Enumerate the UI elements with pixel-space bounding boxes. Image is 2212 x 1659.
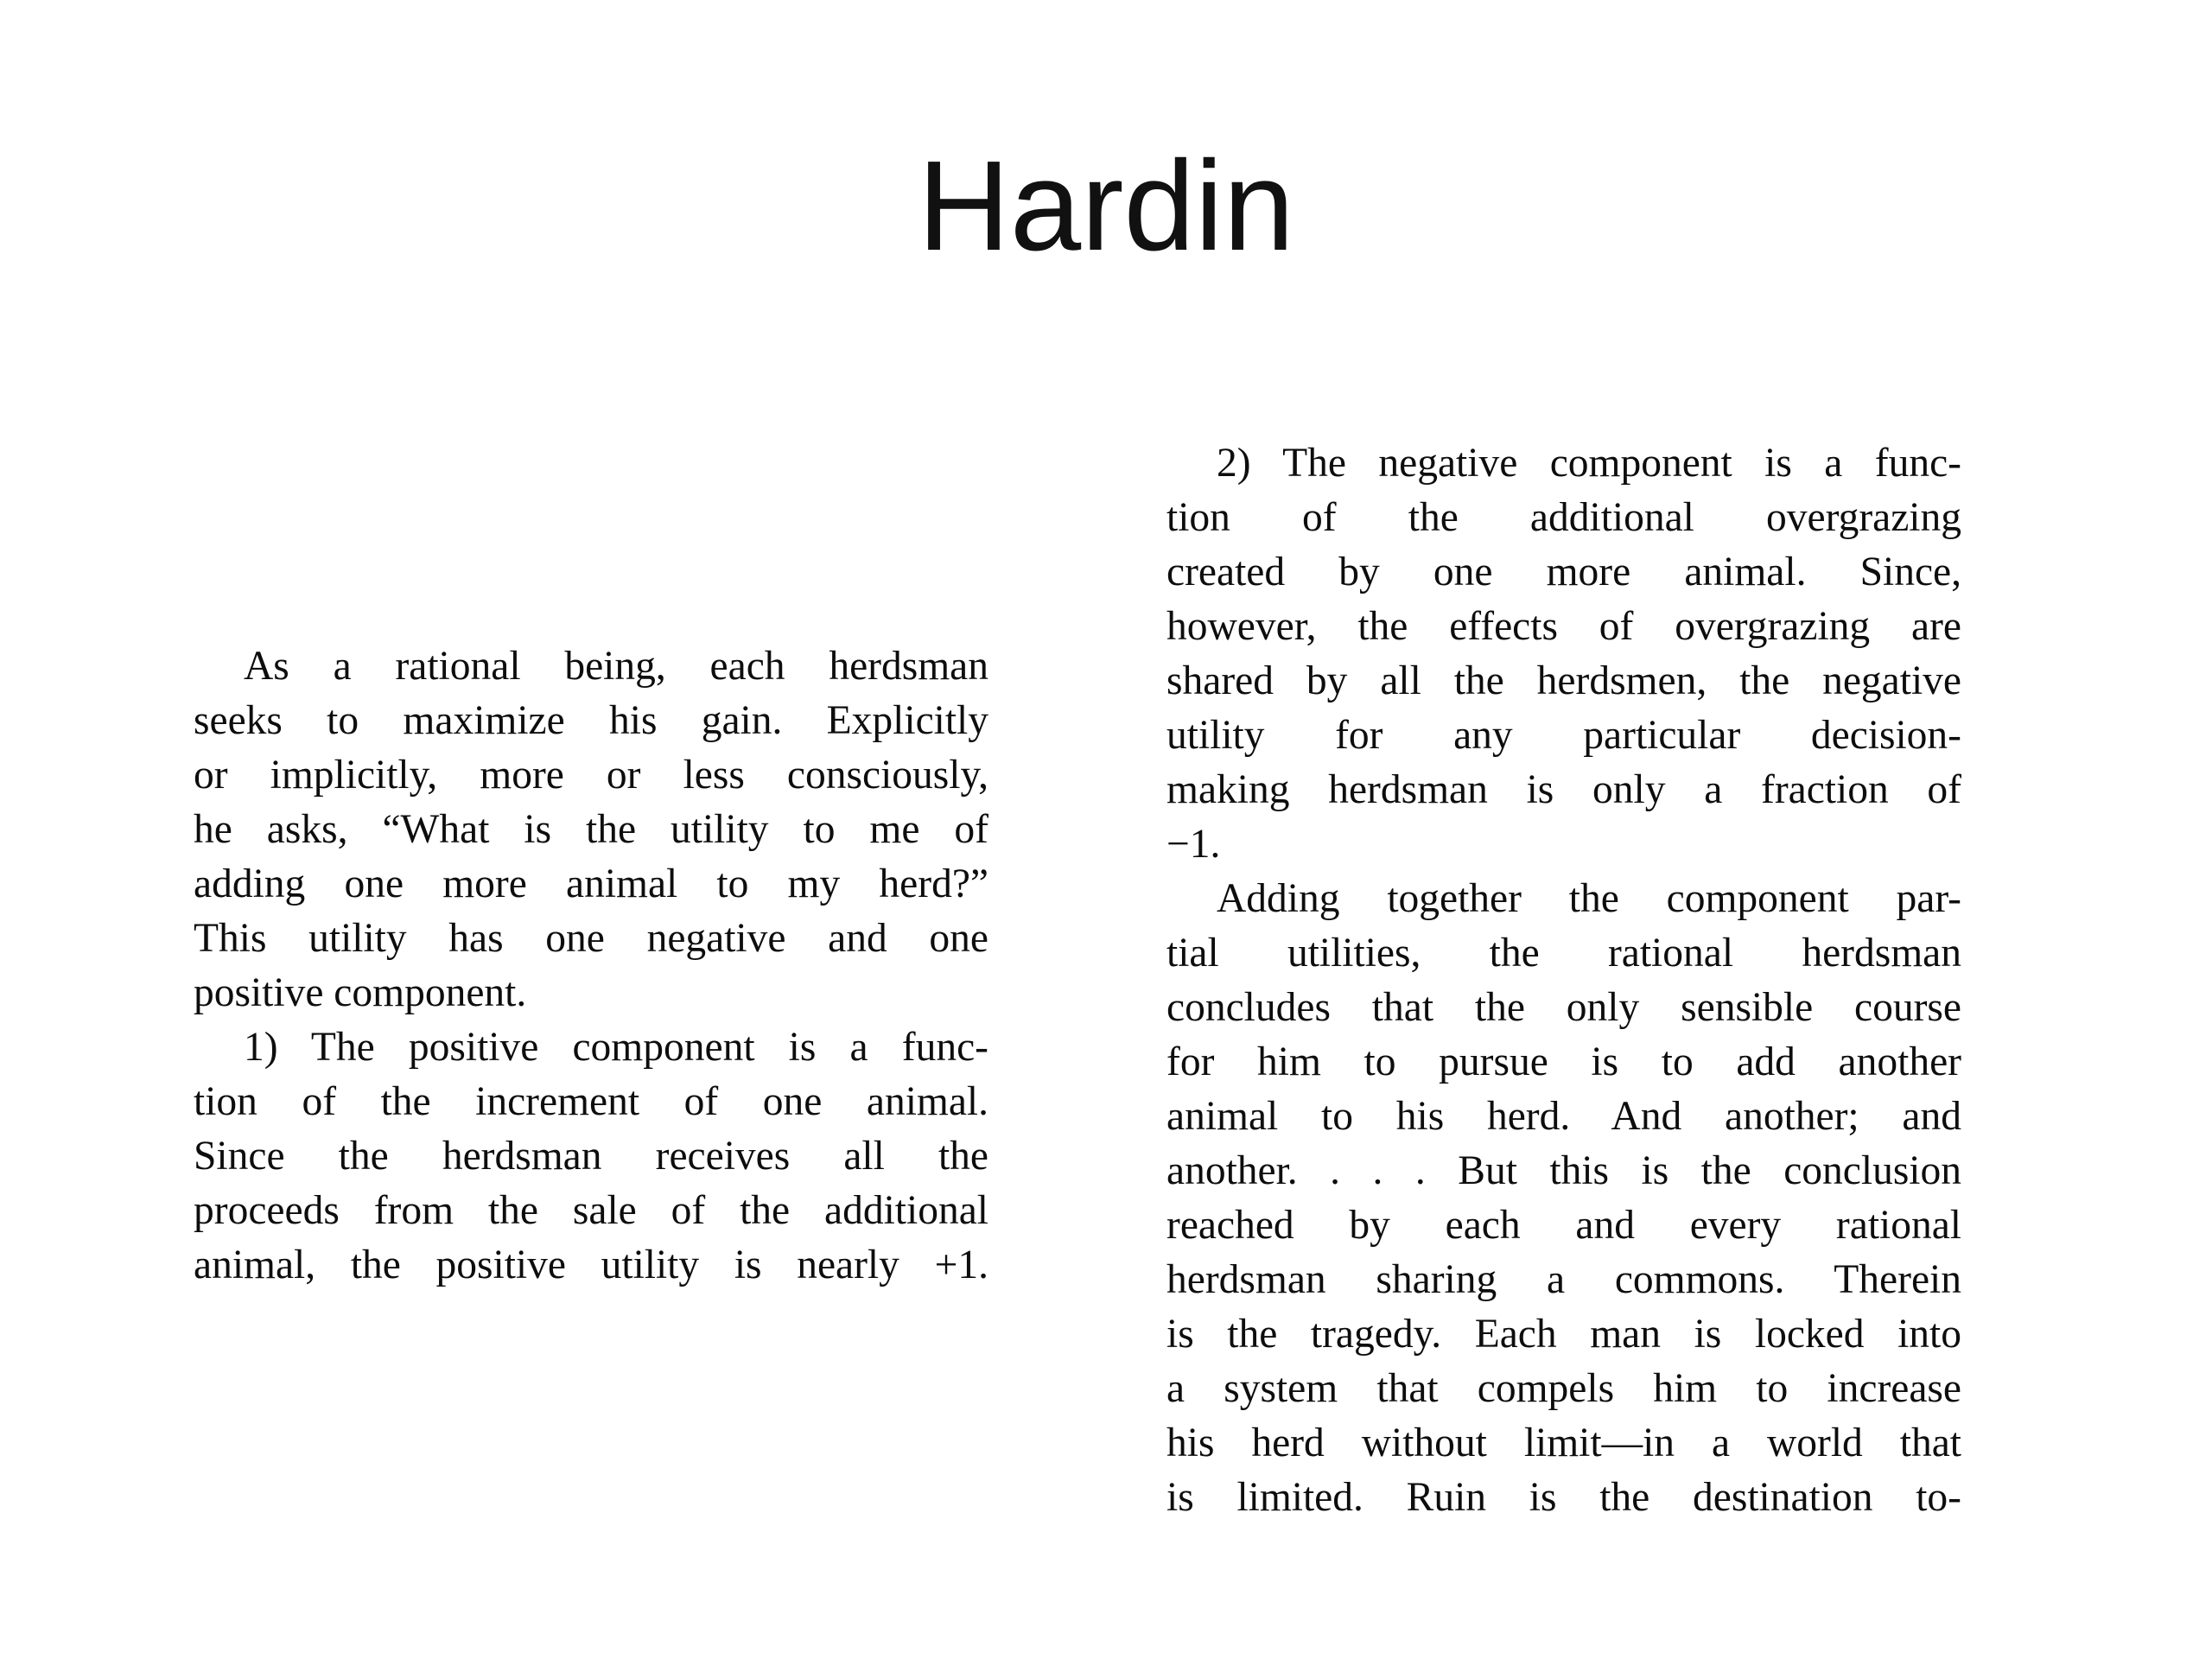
cropped-line-fragment	[1166, 436, 1961, 443]
text-line: a system that compels him to increase	[1166, 1366, 1961, 1411]
text-line: tial utilities, the rational herdsman	[1166, 931, 1961, 976]
text-line: −1.	[1166, 822, 1221, 867]
text-line: tion of the increment of one animal.	[194, 1079, 988, 1124]
text-line: making herdsman is only a fraction of	[1166, 767, 1961, 812]
text-line: tion of the additional overgrazing	[1166, 495, 1961, 540]
text-line: animal, the positive utility is nearly +1.	[194, 1243, 988, 1287]
text-line: is limited. Ruin is the destination to-	[1166, 1475, 1961, 1520]
text-line: his herd without limit—in a world that	[1166, 1421, 1961, 1465]
text-line: As a rational being, each herdsman	[244, 644, 988, 689]
text-line: adding one more animal to my herd?”	[194, 861, 988, 906]
text-line: created by one more animal. Since,	[1166, 550, 1961, 594]
text-line: reached by each and every rational	[1166, 1203, 1961, 1248]
text-line: proceeds from the sale of the additional	[194, 1188, 988, 1233]
text-line: Adding together the component par-	[1217, 876, 1961, 921]
text-line: positive component.	[194, 970, 527, 1015]
text-line: animal to his herd. And another; and	[1166, 1094, 1961, 1139]
text-line: or implicitly, more or less consciously,	[194, 753, 988, 798]
text-line: concludes that the only sensible course	[1166, 985, 1961, 1030]
scanned-text-excerpt-right	[1166, 436, 1961, 1547]
text-line: is the tragedy. Each man is locked into	[1166, 1312, 1961, 1357]
text-line: This utility has one negative and one	[194, 916, 988, 961]
text-line: for him to pursue is to add another	[1166, 1039, 1961, 1084]
text-line: he asks, “What is the utility to me of	[194, 807, 988, 852]
text-line: utility for any particular decision-	[1166, 713, 1961, 758]
text-line: herdsman sharing a commons. Therein	[1166, 1257, 1961, 1302]
text-line: 2) The negative component is a func-	[1217, 441, 1961, 486]
text-line: however, the effects of overgrazing are	[1166, 604, 1961, 649]
text-line: another. . . . But this is the conclusion	[1166, 1148, 1961, 1193]
text-line: shared by all the herdsmen, the negative	[1166, 658, 1961, 703]
text-line: Since the herdsman receives all the	[194, 1134, 988, 1179]
slide-title: Hardin	[918, 135, 1294, 277]
scanned-text-excerpt-left	[194, 639, 988, 1293]
text-line: seeks to maximize his gain. Explicitly	[194, 698, 988, 743]
text-line: 1) The positive component is a func-	[244, 1025, 988, 1070]
